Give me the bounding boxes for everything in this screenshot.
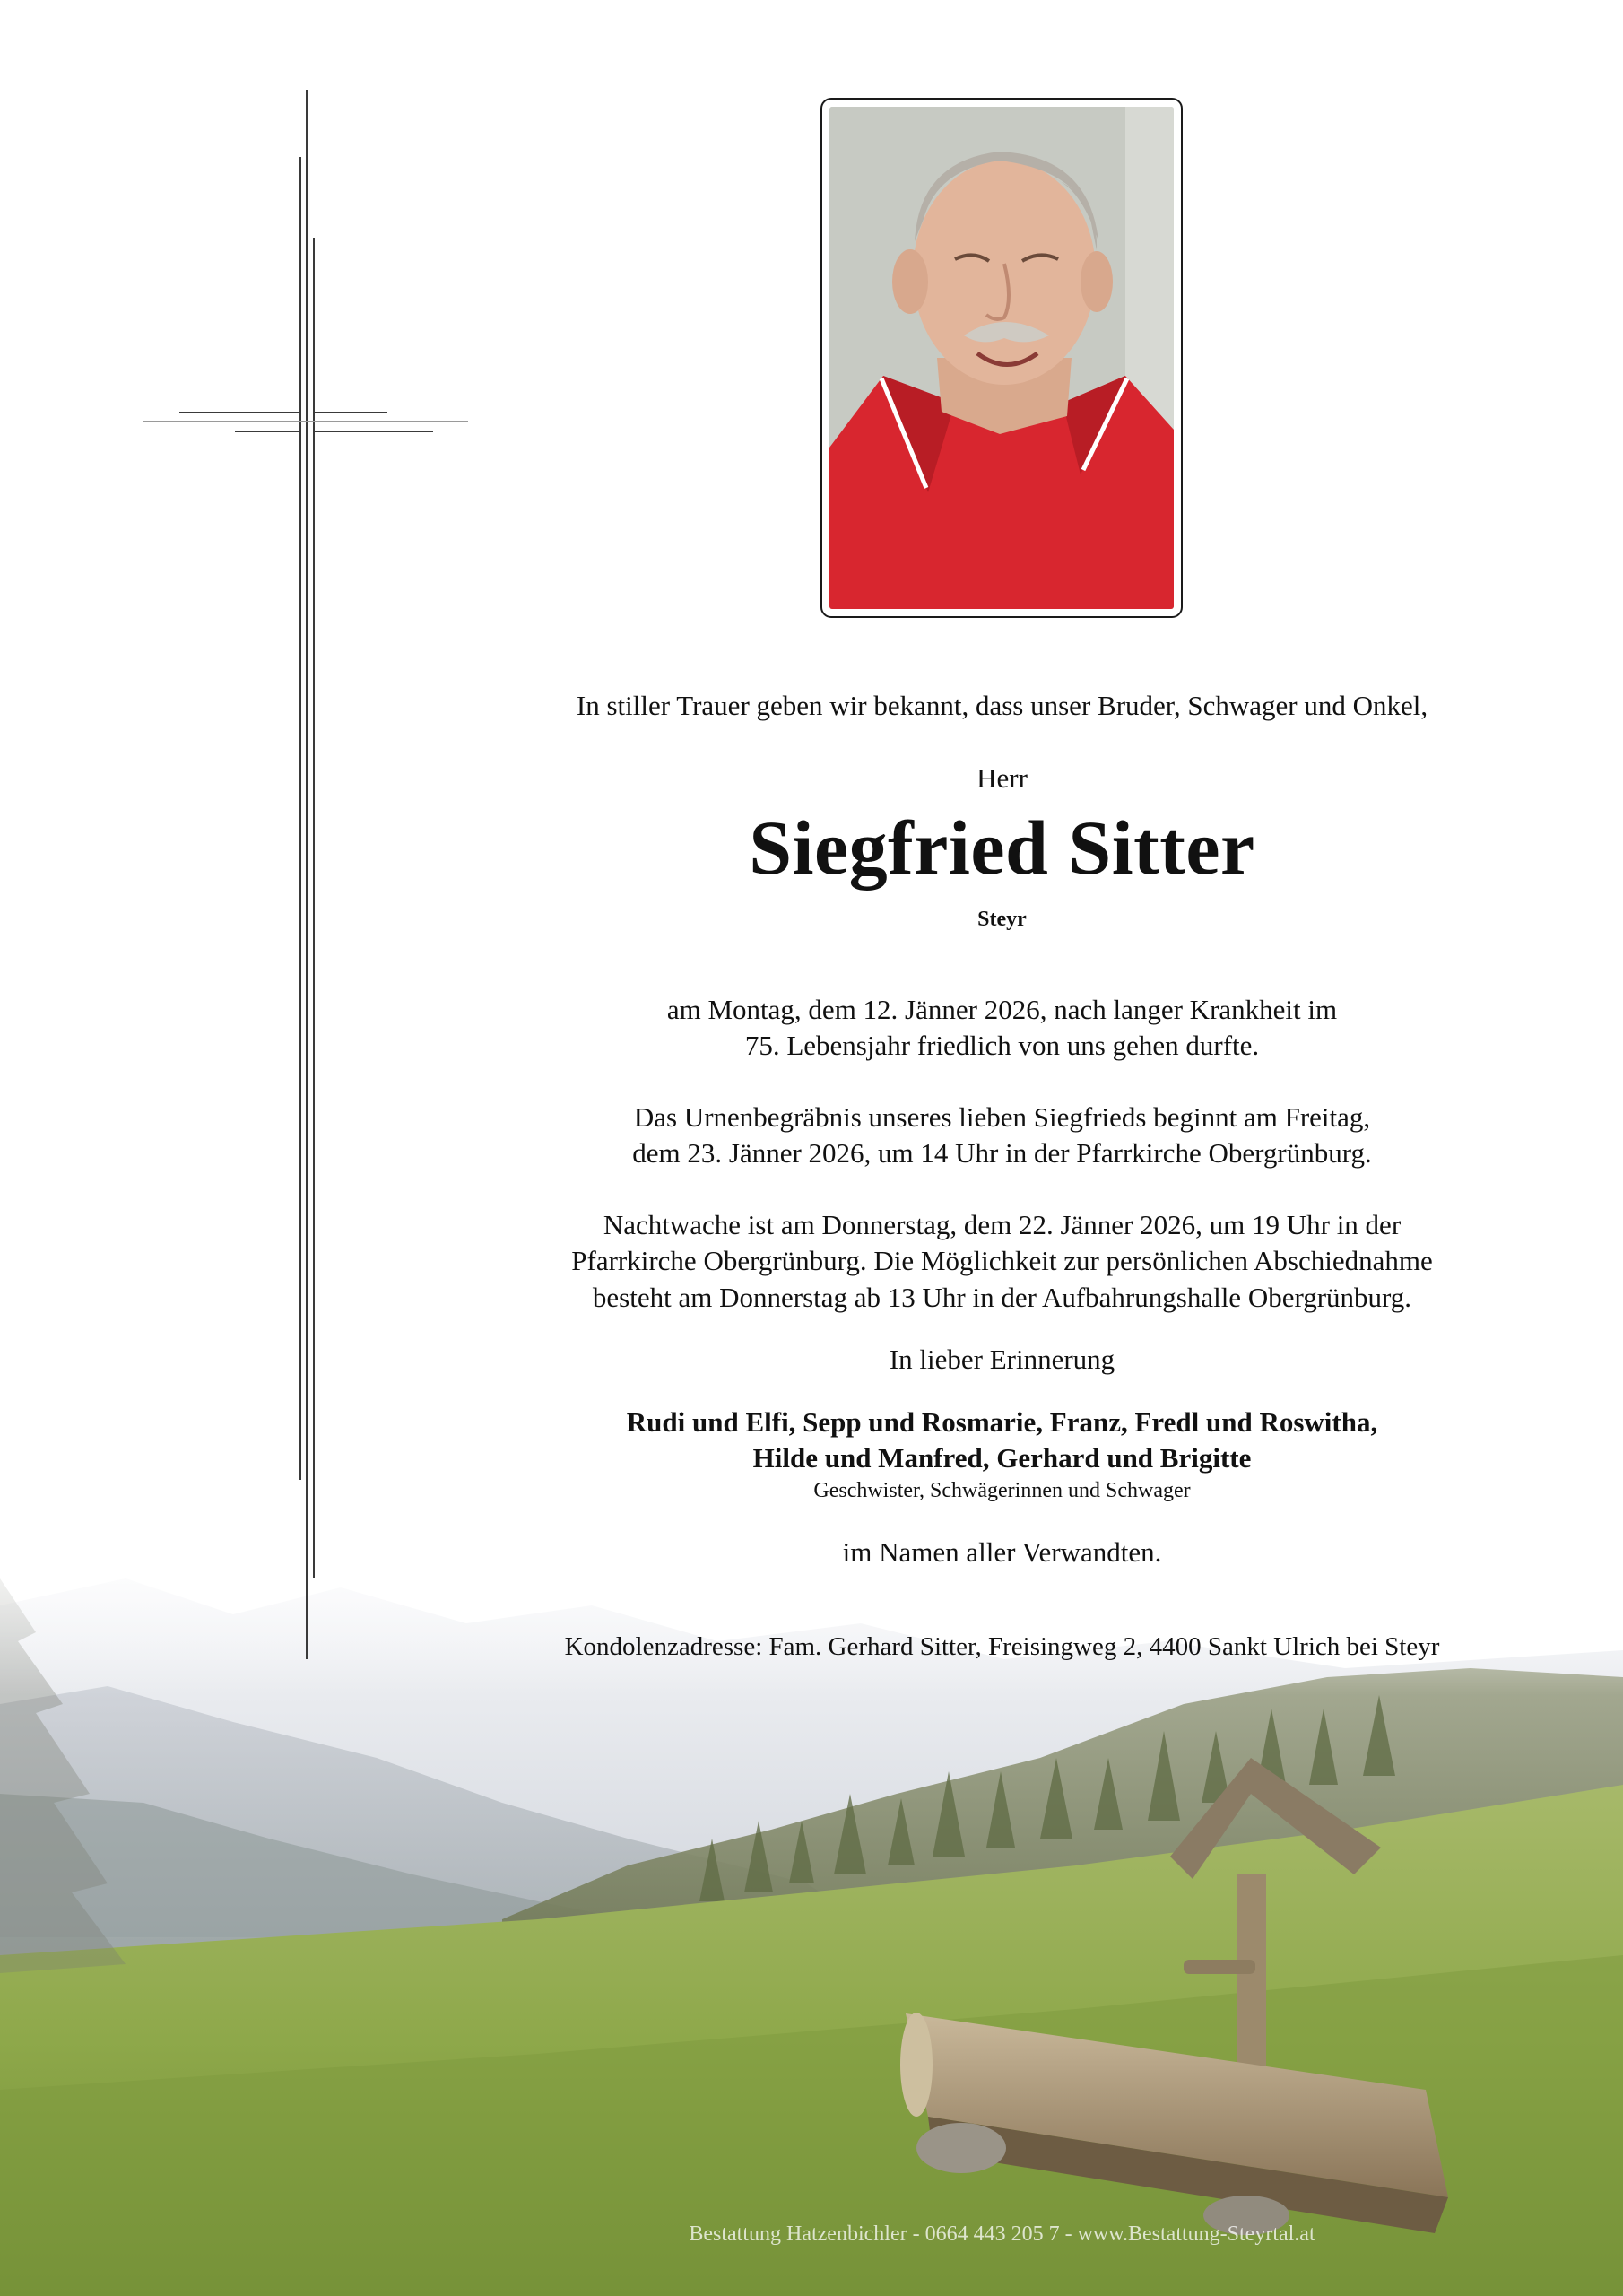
deceased-name: Siegfried Sitter: [749, 804, 1255, 891]
relatives-line: im Namen aller Verwandten.: [842, 1536, 1162, 1568]
salutation: Herr: [976, 762, 1028, 794]
memory-line: In lieber Erinnerung: [889, 1344, 1115, 1375]
wake-line-3: besteht am Donnerstag ab 13 Uhr in der Aufbahrungshalle Obergrünburg.: [592, 1281, 1412, 1313]
funeral-notice: [502, 1100, 1502, 1172]
funeral-line-1: Das Urnenbegräbnis unseres lieben Siegfrieds beginnt am Freitag,: [633, 1101, 1371, 1133]
portrait-photo: [829, 107, 1174, 609]
deceased-place: Steyr: [977, 908, 1027, 931]
wake-line-2: Pfarrkirche Obergrünburg. Die Möglichkeit zur persönlichen Abschiednahme: [571, 1245, 1433, 1277]
wake-line-1: Nachtwache ist am Donnerstag, dem 22. Jänner 2026, um 19 Uhr in der: [603, 1209, 1402, 1240]
family-relation: Geschwister, Schwägerinnen und Schwager: [813, 1478, 1191, 1502]
death-notice: [502, 992, 1502, 1065]
family-line-2: Hilde und Manfred, Gerhard und Brigitte: [752, 1442, 1252, 1474]
death-line-2: 75. Lebensjahr friedlich von uns gehen durfte.: [744, 1030, 1260, 1062]
funeral-line-2: dem 23. Jänner 2026, um 14 Uhr in der Pfarrkirche Obergrünburg.: [632, 1137, 1372, 1170]
intro-text: In stiller Trauer geben wir bekannt, dass unser Bruder, Schwager und Onkel,: [576, 690, 1428, 721]
funeral-home-footer: Bestattung Hatzenbichler - 0664 443 205 7 - www.Bestattung-Steyrtal.at: [689, 2222, 1315, 2246]
death-line-1: am Montag, dem 12. Jänner 2026, nach langer Krankheit im: [666, 994, 1338, 1025]
family-signature: [502, 1405, 1502, 1505]
family-line-1: Rudi und Elfi, Sepp und Rosmarie, Franz, Fredl und Roswitha,: [626, 1406, 1378, 1438]
portrait-frame: [820, 98, 1183, 618]
wake-notice: [502, 1207, 1502, 1316]
condolence-address: Kondolenzadresse: Fam. Gerhard Sitter, Freisingweg 2, 4400 Sankt Ulrich bei Steyr: [564, 1632, 1440, 1661]
